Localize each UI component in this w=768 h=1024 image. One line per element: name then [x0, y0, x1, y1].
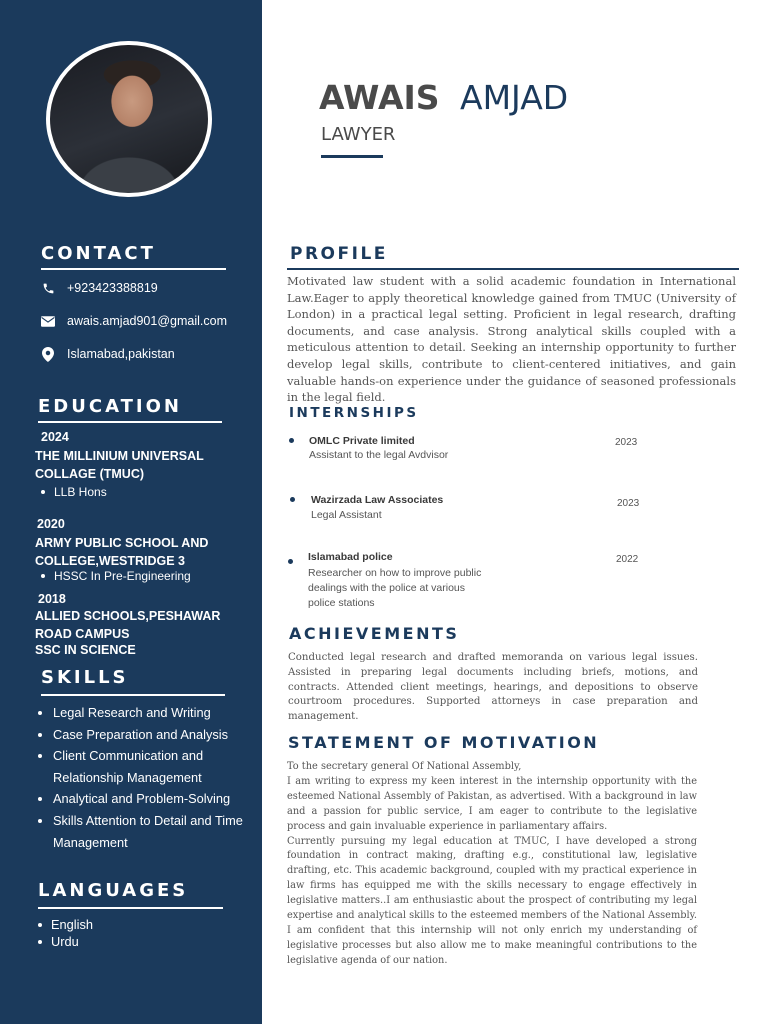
- edu-year: 2020: [37, 517, 65, 531]
- bullet: [288, 559, 293, 564]
- location-text: Islamabad,pakistan: [67, 347, 175, 361]
- motivation-paragraph: I am writing to express my keen interest in the internship opportunity with the esteemed National Assembly of Pakistan, as advertised. With a background in law and a passion for public service, I am eager to contribute to the legislative process and gain invaluable experience in parliamentary affairs.: [287, 775, 697, 832]
- internship-org: Islamabad police: [308, 551, 393, 563]
- email-text: awais.amjad901@gmail.com: [67, 314, 227, 328]
- internship-year: 2023: [617, 498, 640, 509]
- skills-divider: [41, 694, 225, 696]
- job-title: LAWYER: [321, 124, 396, 145]
- skills-heading: SKILLS: [41, 667, 129, 688]
- internship-year: 2022: [616, 554, 639, 565]
- internships-heading: INTERNSHIPS: [289, 405, 419, 421]
- edu-degree: HSSC In Pre-Engineering: [41, 569, 191, 583]
- edu-year: 2024: [41, 430, 69, 444]
- languages-divider: [38, 907, 223, 909]
- contact-divider: [41, 268, 226, 270]
- contact-email: [41, 312, 227, 330]
- skill-item: Client Communication and Relationship Management: [38, 745, 248, 788]
- motivation-heading: STATEMENT OF MOTIVATION: [288, 733, 600, 752]
- edu-year: 2018: [38, 592, 66, 606]
- motivation-body: [287, 760, 697, 969]
- bullet: [41, 574, 45, 578]
- profile-heading: PROFILE: [290, 244, 388, 264]
- contact-phone: [41, 279, 158, 297]
- bullet: [290, 497, 295, 502]
- motivation-salutation: To the secretary general Of National Assembly,: [287, 761, 522, 772]
- mail-icon: [41, 314, 55, 328]
- skill-item: Skills Attention to Detail and Time Management: [38, 810, 248, 853]
- internship-org: Wazirzada Law Associates: [311, 494, 444, 506]
- skill-item: Case Preparation and Analysis: [38, 724, 248, 746]
- internship-year: 2023: [615, 437, 638, 448]
- skill-item: Legal Research and Writing: [38, 702, 248, 724]
- languages-heading: LANGUAGES: [38, 880, 189, 901]
- phone-text: +923423388819: [67, 281, 158, 295]
- internship-role: Researcher on how to improve public dealings with the police at various police stations: [308, 567, 482, 609]
- education-heading: EDUCATION: [38, 396, 182, 417]
- bullet: [41, 490, 45, 494]
- avatar: [46, 41, 212, 197]
- profile-divider: [287, 268, 739, 270]
- phone-icon: [41, 281, 55, 295]
- education-divider: [38, 421, 222, 423]
- achievements-heading: ACHIEVEMENTS: [289, 624, 460, 643]
- skills-list: [38, 702, 248, 853]
- sidebar: [0, 0, 262, 1024]
- edu-degree: LLB Hons: [41, 485, 107, 499]
- edu-school: ALLIED SCHOOLS,PESHAWAR ROAD CAMPUS: [35, 609, 221, 641]
- achievements-text: Conducted legal research and drafted memoranda on various legal issues. Assisted in preparing legal documents including briefs, motions, and contracts. Attended client meetings, hearings, and depositions to observe courtroom procedures. Supported attorneys in case preparation and management.: [288, 652, 698, 723]
- edu-degree: SSC IN SCIENCE: [35, 643, 136, 657]
- edu-school: ARMY PUBLIC SCHOOL AND COLLEGE,WESTRIDGE 3: [35, 536, 209, 568]
- internship-role: Assistant to the legal Avdvisor: [309, 449, 449, 461]
- bullet: [289, 438, 294, 443]
- contact-heading: CONTACT: [41, 243, 156, 264]
- skill-item: Analytical and Problem-Solving: [38, 788, 248, 810]
- motivation-paragraph: Currently pursuing my legal education at TMUC, I have developed a strong foundation in contract making, drafting e.g., constitutional law, legislative drafting, etc. This academic background, coupled with my practical experience in law firms has equipped me with the skills necessary to engage effectively in legislative matters..I am enthusiastic about the prospect of contributing my legal expertise and analytical skills to the esteemed members of the National Assembly. I am confident that this internship will not only enrich my understanding of legislative processes but also allow me to make meaningful contributions to the legislative agenda of our nation.: [287, 835, 697, 966]
- title-underline: [321, 155, 383, 158]
- profile-text: Motivated law student with a solid academic foundation in International Law.Eager to apply theoretical knowledge gained from TMUC (University of London) in a practical legal setting. Proficient in legal research, drafting documents, and case analysis. Strong analytical skills coupled with a meticulous attention to detail. Seeking an internship opportunity to further develop legal skills, contribute to client-centered initiatives, and gain valuable hands-on experience under the guidance of seasoned professionals in the legal field.: [287, 274, 736, 405]
- name-first: AWAIS: [319, 78, 440, 117]
- internship-org: OMLC Private limited: [309, 435, 415, 447]
- contact-location: [41, 345, 175, 363]
- location-pin-icon: [41, 347, 55, 361]
- language-item: Urdu: [38, 934, 79, 949]
- edu-school: THE MILLINIUM UNIVERSAL COLLAGE (TMUC): [35, 449, 204, 481]
- language-item: English: [38, 917, 93, 932]
- name-last: AMJAD: [460, 78, 569, 117]
- internship-role: Legal Assistant: [311, 509, 382, 521]
